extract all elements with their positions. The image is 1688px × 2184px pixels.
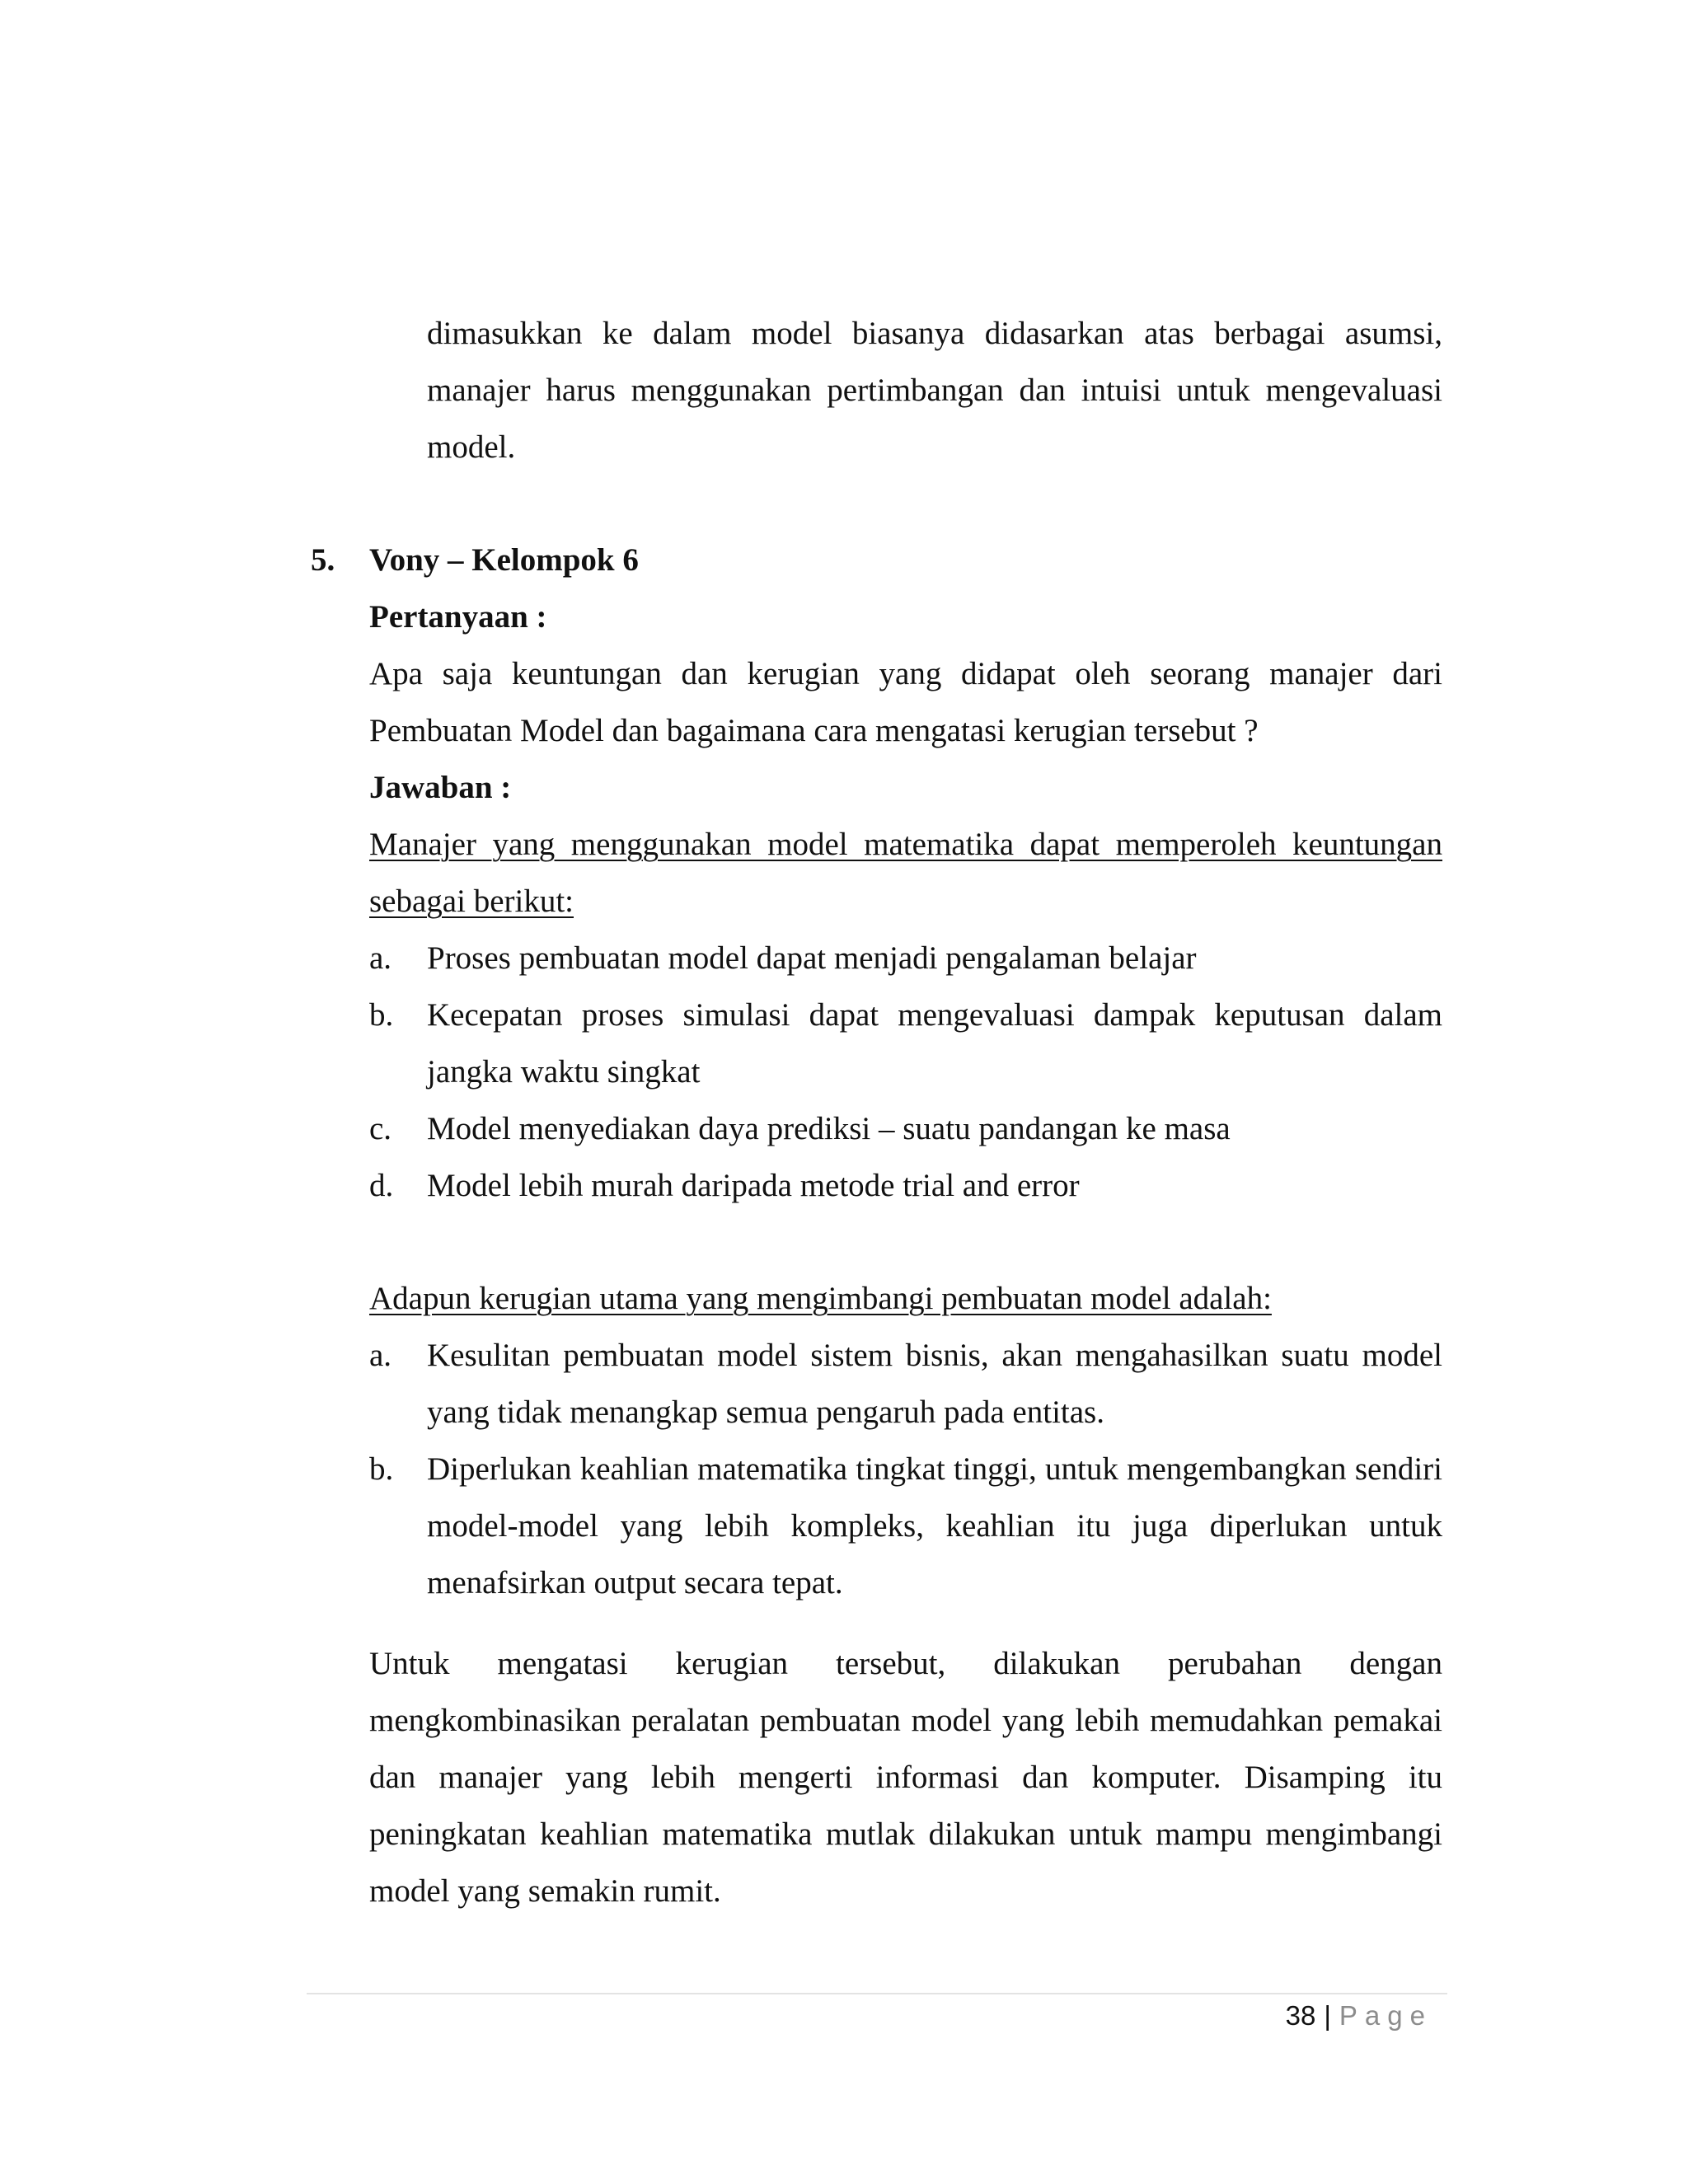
list-marker: b. <box>369 1451 394 1487</box>
continuation-paragraph: dimasukkan ke dalam model biasanya didasarkan atas berbagai asumsi, manajer harus menggunakan pertimbangan dan intuisi untuk mengevaluasi model. <box>427 316 1442 465</box>
conclusion-paragraph: Untuk mengatasi kerugian tersebut, dilakukan perubahan dengan mengkombinasikan peralatan pembuatan model yang lebih memudahkan pemakai dan manajer yang lebih mengerti informasi dan komputer. Disamping itu peningkatan keahlian matematika mutlak dilakukan untuk mampu mengimbangi model yang semakin rumit. <box>369 1646 1442 1909</box>
answer-label: Jawaban : <box>369 770 512 805</box>
list-marker: c. <box>369 1111 392 1146</box>
list-item-text: Diperlukan keahlian matematika tingkat tinggi, untuk mengembangkan sendiri model-model yang lebih kompleks, keahlian itu juga diperlukan untuk menafsirkan output secara tepat. <box>427 1451 1442 1601</box>
list-marker: d. <box>369 1168 394 1203</box>
page-word: Page <box>1339 2000 1432 2031</box>
list-marker: a. <box>369 1338 392 1373</box>
disadvantages-intro <box>369 1270 1442 1327</box>
advantages-intro <box>369 816 1442 930</box>
question-label: Pertanyaan : <box>369 599 547 635</box>
advantages-intro-text: Manajer yang menggunakan model matematika dapat memperoleh keuntungan sebagai berikut: <box>369 827 1442 919</box>
footer-divider <box>307 1993 1447 1994</box>
footer-separator: | <box>1324 2000 1331 2031</box>
question-paragraph: Apa saja keuntungan dan kerugian yang didapat oleh seorang manajer dari Pembuatan Model dan bagaimana cara mengatasi kerugian tersebut ? <box>369 656 1442 748</box>
section-number: 5. <box>311 542 335 578</box>
list-item-text: Kesulitan pembuatan model sistem bisnis, akan mengahasilkan suatu model yang tidak menangkap semua pengaruh pada entitas. <box>427 1338 1442 1430</box>
list-item-text: Model menyediakan daya prediksi – suatu pandangan ke masa <box>427 1111 1231 1146</box>
list-marker: a. <box>369 940 392 976</box>
list-item-text: Model lebih murah daripada metode trial and error <box>427 1168 1080 1203</box>
section-title: Vony – Kelompok 6 <box>369 542 639 578</box>
list-marker: b. <box>369 997 394 1033</box>
disadvantages-intro-text: Adapun kerugian utama yang mengimbangi pembuatan model adalah: <box>369 1281 1272 1316</box>
page-number: 38 <box>1285 2000 1316 2031</box>
list-item-text: Proses pembuatan model dapat menjadi pengalaman belajar <box>427 940 1197 976</box>
list-item-text: Kecepatan proses simulasi dapat mengevaluasi dampak keputusan dalam jangka waktu singkat <box>427 997 1442 1090</box>
page-footer <box>1286 1996 1432 2036</box>
